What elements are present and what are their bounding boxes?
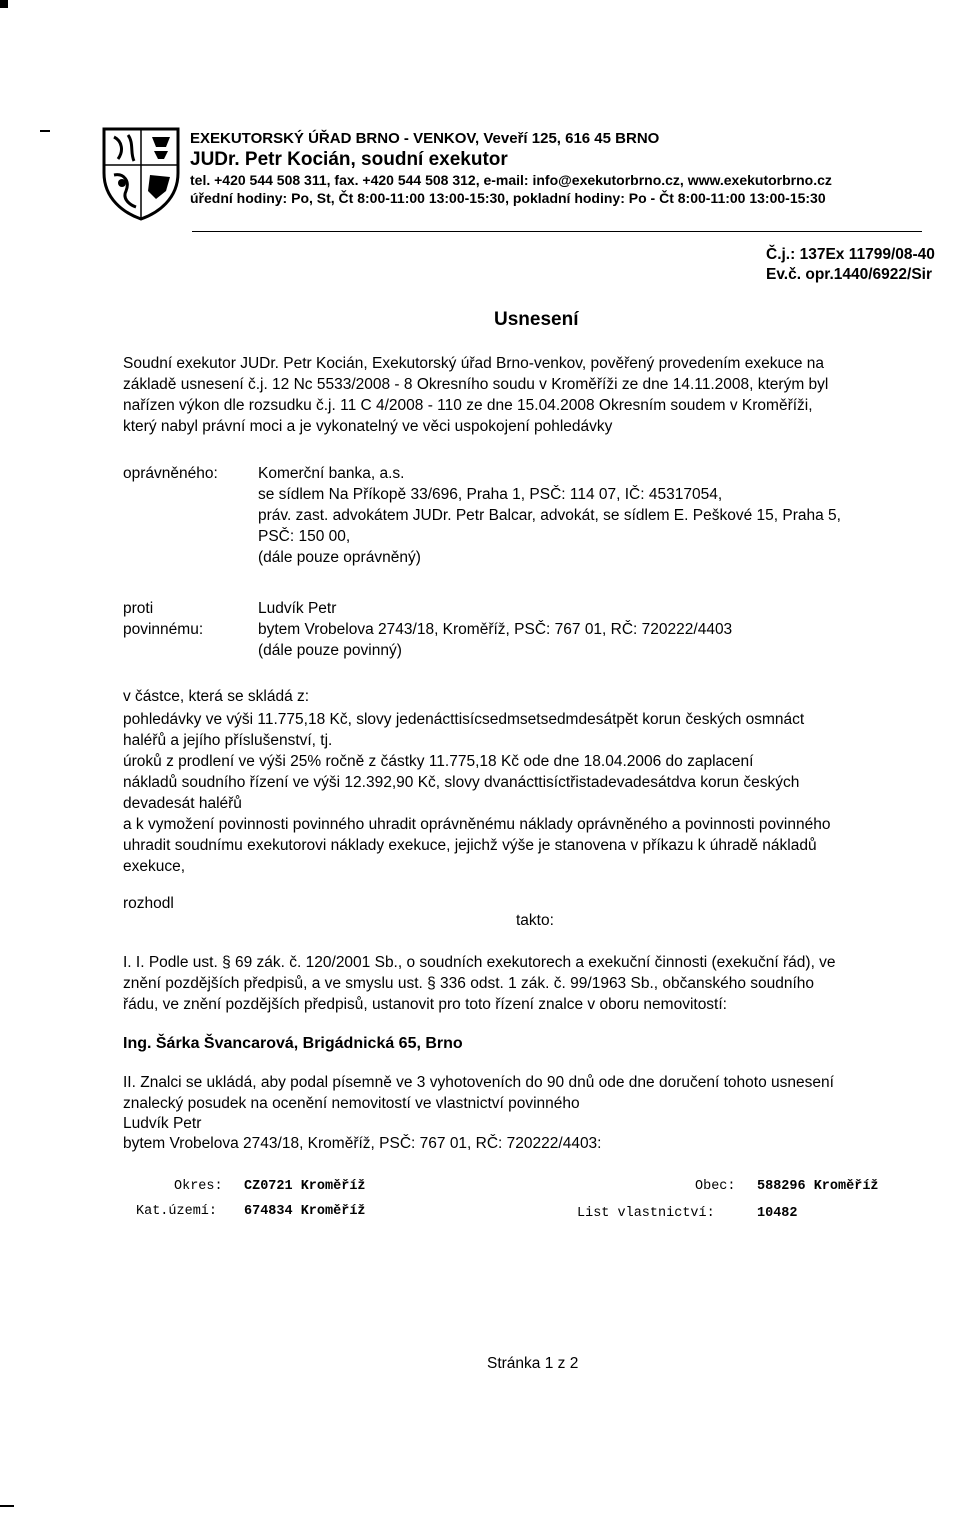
debtor-line: Ludvík Petr bbox=[258, 600, 337, 617]
part1-line: řádu, ve znění pozdějších předpisů, ustanovit pro toto řízení znalce v oboru nemovitostí: bbox=[123, 996, 727, 1013]
case-number: Č.j.: 137Ex 11799/08-40 bbox=[766, 246, 935, 263]
as-follows-label: takto: bbox=[516, 912, 554, 929]
executor-name: JUDr. Petr Kocián, soudní exekutor bbox=[190, 149, 508, 170]
creditor-line: PSČ: 150 00, bbox=[258, 528, 351, 545]
intro-line: Soudní exekutor JUDr. Petr Kocián, Exekutorský úřad Brno-venkov, pověřený provedením exekuce na bbox=[123, 355, 825, 372]
scan-mark-top bbox=[0, 0, 8, 8]
ownership-sheet-label: List vlastnictví: bbox=[577, 1206, 715, 1221]
debtor-line: bytem Vrobelova 2743/18, Kroměříž, PSČ: 767 01, RČ: 720222/4403 bbox=[258, 621, 733, 638]
debtor-label-against: proti bbox=[123, 600, 154, 617]
debtor-label: povinnému: bbox=[123, 621, 204, 638]
intro-line: který nabyl právní moci a je vykonatelný ve věci uspokojení pohledávky bbox=[123, 418, 613, 435]
amount-line: haléřů a jejího příslušenství, tj. bbox=[123, 732, 333, 749]
part2-line: Ludvík Petr bbox=[123, 1115, 202, 1132]
record-number: Ev.č. opr.1440/6922/Sir bbox=[766, 266, 933, 283]
debtor-line: (dále pouze povinný) bbox=[258, 642, 402, 659]
office-address-line: EXEKUTORSKÝ ÚŘAD BRNO - VENKOV, Veveří 125, 616 45 BRNO bbox=[190, 130, 660, 147]
creditor-line: se sídlem Na Příkopě 33/696, Praha 1, PSČ: 114 07, IČ: 45317054, bbox=[258, 486, 723, 503]
expert-name: Ing. Šárka Švancarová, Brigádnická 65, Brno bbox=[123, 1035, 463, 1052]
amount-line: a k vymožení povinnosti povinného uhradit oprávněnému náklady oprávněného a povinnosti povinného bbox=[123, 816, 831, 833]
amount-line: úroků z prodlení ve výši 25% ročně z částky 11.775,18 Kč ode dne 18.04.2006 do zaplacení bbox=[123, 753, 754, 770]
document-title: Usnesení bbox=[494, 309, 579, 330]
scan-mark-dash bbox=[40, 130, 50, 132]
amount-line: exekuce, bbox=[123, 858, 186, 875]
coat-of-arms-emblem bbox=[100, 125, 182, 221]
ownership-sheet-value: 10482 bbox=[757, 1206, 798, 1221]
contact-line: tel. +420 544 508 311, fax. +420 544 508 312, e-mail: info@exekutorbrno.cz, www.exekutorbrno.cz bbox=[190, 172, 832, 188]
office-hours-line: úřední hodiny: Po, St, Čt 8:00-11:00 13:00-15:30, pokladní hodiny: Po - Čt 8:00-11:00 13:00-15:30 bbox=[190, 190, 826, 206]
part2-line: II. Znalci se ukládá, aby podal písemně ve 3 vyhotoveních do 90 dnů ode dne doručení tohoto usnesení bbox=[123, 1074, 834, 1091]
okres-label: Okres: bbox=[174, 1179, 223, 1194]
obec-value: 588296 Kroměříž bbox=[757, 1179, 879, 1194]
part2-line: bytem Vrobelova 2743/18, Kroměříž, PSČ: 767 01, RČ: 720222/4403: bbox=[123, 1135, 602, 1152]
cadastral-area-value: 674834 Kroměříž bbox=[244, 1204, 366, 1219]
creditor-label: oprávněného: bbox=[123, 465, 218, 482]
amount-line: uhradit soudnímu exekutorovi náklady exekuce, jejichž výše je stanovena v příkazu k úhradě nákladů bbox=[123, 837, 817, 854]
header-divider bbox=[192, 231, 922, 232]
amount-line: pohledávky ve výši 11.775,18 Kč, slovy jedenácttisícsedmsetsedmdesátpět korun českých osmnáct bbox=[123, 711, 805, 728]
part2-line: znalecký posudek na ocenění nemovitostí ve vlastnictví povinného bbox=[123, 1095, 580, 1112]
scan-mark-bottom bbox=[0, 1505, 14, 1507]
page-number: Stránka 1 z 2 bbox=[487, 1355, 579, 1372]
cadastral-area-label: Kat.území: bbox=[136, 1204, 218, 1219]
creditor-line: práv. zast. advokátem JUDr. Petr Balcar, advokát, se sídlem E. Peškové 15, Praha 5, bbox=[258, 507, 841, 524]
intro-line: základě usnesení č.j. 12 Nc 5533/2008 - 8 Okresního soudu v Kroměříži ze dne 14.11.2008, kterým byl bbox=[123, 376, 829, 393]
amount-heading: v částce, která se skládá z: bbox=[123, 688, 310, 705]
okres-value: CZ0721 Kroměříž bbox=[244, 1179, 366, 1194]
decided-label: rozhodl bbox=[123, 895, 174, 912]
amount-line: devadesát haléřů bbox=[123, 795, 242, 812]
creditor-line: (dále pouze oprávněný) bbox=[258, 549, 421, 566]
amount-line: nákladů soudního řízení ve výši 12.392,90 Kč, slovy dvanácttisíctřistadevadesátdva korun českých bbox=[123, 774, 800, 791]
intro-line: nařízen výkon dle rozsudku č.j. 11 C 4/2008 - 110 ze dne 15.04.2008 Okresním soudem v Kroměříži, bbox=[123, 397, 813, 414]
part1-line: znění pozdějších předpisů, a ve smyslu ust. § 336 odst. 1 zák. č. 99/1963 Sb., občanského soudního bbox=[123, 975, 815, 992]
creditor-line: Komerční banka, a.s. bbox=[258, 465, 405, 482]
part1-line: I. I. Podle ust. § 69 zák. č. 120/2001 Sb., o soudních exekutorech a exekuční činnosti (exekuční řád), ve bbox=[123, 954, 836, 971]
obec-label: Obec: bbox=[695, 1179, 736, 1194]
